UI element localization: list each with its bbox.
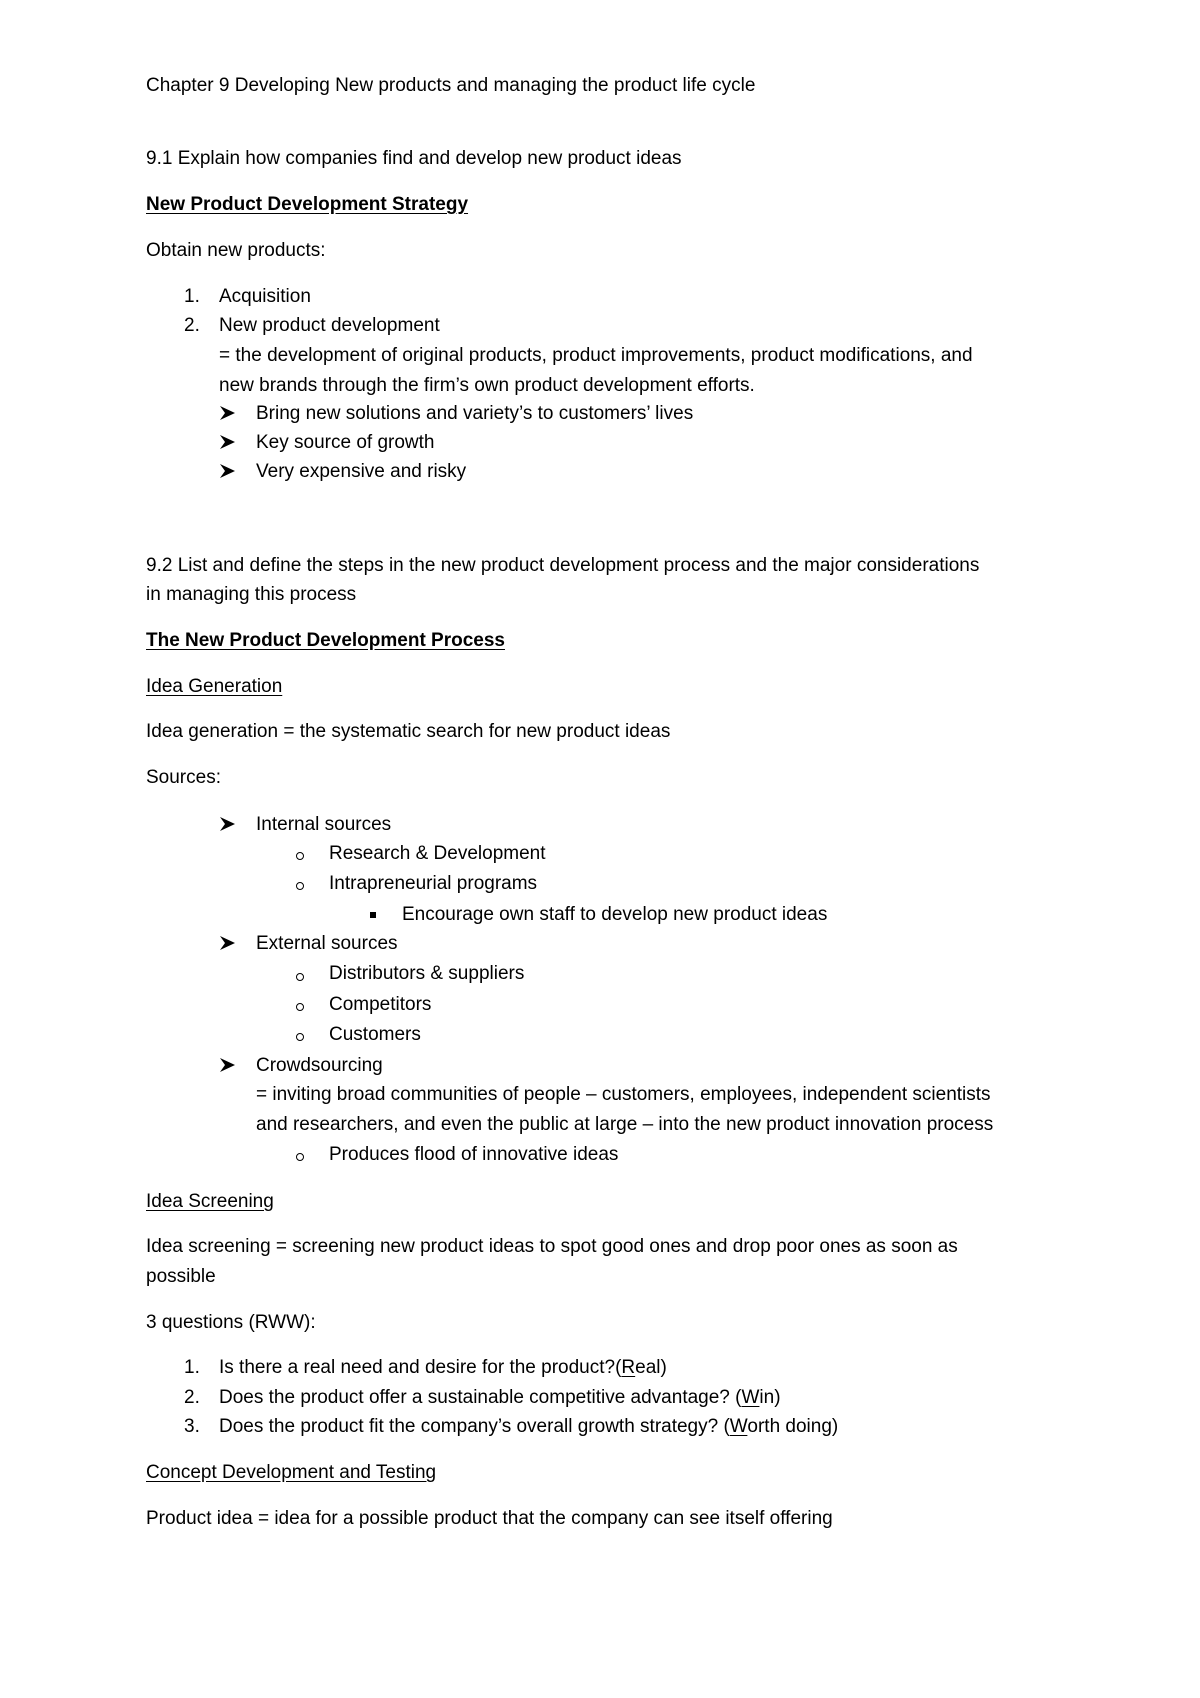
circle-bullet-icon	[296, 1003, 304, 1011]
question-suffix: orth doing)	[747, 1416, 839, 1437]
question-item	[219, 1416, 838, 1438]
list-number: 2.	[184, 1387, 200, 1408]
circle-bullet-icon	[296, 852, 304, 860]
question-text: Does the product offer a sustainable competitive advantage? (	[219, 1387, 742, 1408]
list-number: 2.	[184, 315, 200, 336]
question-initial: R	[621, 1357, 636, 1378]
list-number: 1.	[184, 286, 200, 307]
question-initial: W	[741, 1387, 760, 1408]
question-initial: W	[729, 1416, 748, 1437]
idea-generation-definition: Idea generation = the systematic search for new product ideas	[146, 721, 671, 742]
idea-generation-heading: Idea Generation	[146, 676, 283, 697]
document-title: Chapter 9 Developing New products and managing the product life cycle	[146, 75, 756, 96]
concept-development-heading: Concept Development and Testing	[146, 1462, 437, 1483]
arrow-bullet-icon	[219, 935, 236, 951]
list-item: Intrapreneurial programs	[329, 873, 538, 894]
list-item: Encourage own staff to develop new product ideas	[402, 904, 828, 925]
arrow-bullet-icon	[219, 463, 236, 479]
list-item: Internal sources	[256, 814, 392, 835]
question-suffix: eal)	[635, 1357, 667, 1378]
idea-screening-heading: Idea Screening	[146, 1191, 274, 1212]
arrow-bullet-icon	[219, 816, 236, 832]
square-bullet-icon	[370, 912, 376, 918]
circle-bullet-icon	[296, 1033, 304, 1041]
crowdsourcing-definition-line-1: = inviting broad communities of people – customers, employees, independent scientists	[256, 1084, 991, 1105]
list-item: External sources	[256, 933, 398, 954]
list-item: Crowdsourcing	[256, 1055, 383, 1076]
list-item: Customers	[329, 1024, 421, 1045]
question-item	[219, 1357, 667, 1379]
product-idea-definition: Product idea = idea for a possible product that the company can see itself offering	[146, 1508, 833, 1529]
list-item: Distributors & suppliers	[329, 963, 525, 984]
idea-screening-definition-line-2: possible	[146, 1266, 216, 1287]
questions-label: 3 questions (RWW):	[146, 1312, 316, 1333]
list-number: 3.	[184, 1416, 200, 1437]
section-9-2-heading-line-1: 9.2 List and define the steps in the new product development process and the major considerations	[146, 555, 980, 576]
section-9-1-heading: 9.1 Explain how companies find and develop new product ideas	[146, 148, 682, 169]
question-text: Is there a real need and desire for the product?(	[219, 1357, 622, 1378]
question-text: Does the product fit the company’s overall growth strategy? (	[219, 1416, 730, 1437]
npd-strategy-heading: New Product Development Strategy	[146, 194, 469, 215]
npd-process-heading: The New Product Development Process	[146, 630, 505, 651]
list-item: Key source of growth	[256, 432, 435, 453]
section-9-2-heading-line-2: in managing this process	[146, 584, 357, 605]
crowdsourcing-definition-line-2: and researchers, and even the public at large – into the new product innovation process	[256, 1114, 994, 1135]
arrow-bullet-icon	[219, 434, 236, 450]
obtain-label: Obtain new products:	[146, 240, 326, 261]
circle-bullet-icon	[296, 882, 304, 890]
arrow-bullet-icon	[219, 1057, 236, 1073]
list-item: Produces flood of innovative ideas	[329, 1144, 619, 1165]
circle-bullet-icon	[296, 1153, 304, 1161]
npd-definition-line-1: = the development of original products, product improvements, product modifications, and	[219, 345, 973, 366]
list-item: Very expensive and risky	[256, 461, 467, 482]
list-item: Competitors	[329, 994, 432, 1015]
circle-bullet-icon	[296, 973, 304, 981]
list-item: New product development	[219, 315, 440, 336]
list-item: Acquisition	[219, 286, 311, 307]
list-item: Bring new solutions and variety’s to customers’ lives	[256, 403, 694, 424]
list-item: Research & Development	[329, 843, 546, 864]
question-item	[219, 1387, 781, 1409]
sources-label: Sources:	[146, 767, 221, 788]
list-number: 1.	[184, 1357, 200, 1378]
question-suffix: in)	[759, 1387, 781, 1408]
arrow-bullet-icon	[219, 405, 236, 421]
idea-screening-definition-line-1: Idea screening = screening new product ideas to spot good ones and drop poor ones as soon as	[146, 1236, 958, 1257]
npd-definition-line-2: new brands through the firm’s own product development efforts.	[219, 375, 755, 396]
